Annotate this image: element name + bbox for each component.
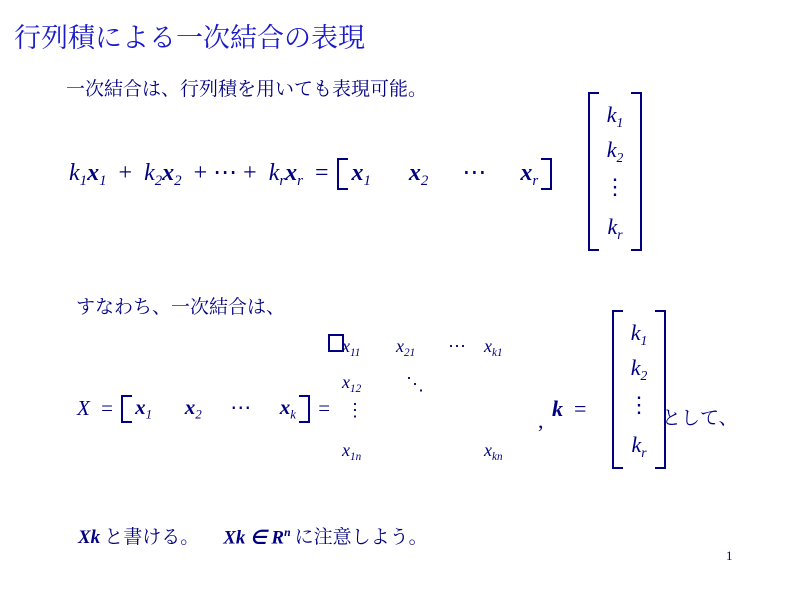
- equation-linear-combination: [66, 158, 552, 190]
- vec1-vdots: ⋮: [604, 173, 626, 199]
- eq2-matrix: [328, 334, 503, 464]
- eq2-row-vector: $x_1$ $x_2$ ⋯ $x_k$: [135, 395, 296, 422]
- matrix-x11: $x_{11}$: [342, 336, 361, 360]
- vec1-kr: $k_r$: [607, 213, 623, 242]
- k-equals-sign: =: [568, 396, 592, 421]
- vec2-k2: $k_2$: [630, 354, 648, 383]
- matrix-xkn: $x_{kn}$: [484, 440, 503, 464]
- matrix-x1n: $x_{1n}$: [342, 440, 362, 464]
- page-title: 行列積による一次結合の表現: [14, 23, 365, 54]
- eq2-k-equals: [552, 396, 592, 422]
- matrix-x12: $x_{12}$: [342, 372, 362, 396]
- k-label: k: [552, 396, 563, 421]
- bottom-xk-in: Xk ∈ $R^n$: [223, 525, 291, 548]
- vec1-k1: $k_1$: [606, 102, 624, 130]
- intro-text: 一次結合は、行列積を用いても表現可能。: [66, 78, 428, 100]
- vec1-k2: $k_2$: [606, 136, 624, 165]
- eq1-column-vector: [588, 92, 642, 251]
- matrix-hdots: ⋯: [448, 336, 466, 357]
- matrix-xk1: $x_{k1}$: [484, 336, 503, 360]
- namely-text: すなわち、一次結合は、: [76, 296, 286, 318]
- bottom-xk-in-sup: n: [284, 525, 291, 539]
- matrix-x21: $x_{21}$: [396, 336, 416, 360]
- equation-matrix-def: [74, 395, 338, 423]
- eq2-equals: =: [95, 396, 119, 421]
- bottom-line: [78, 522, 428, 549]
- matrix-vdots: ⋮: [346, 400, 364, 421]
- page-number: 1: [726, 548, 733, 563]
- matrix-ddots: ⋱: [406, 374, 426, 395]
- eq1-row-vector: $x_1$ $x_2$ ⋯ $x_r$: [351, 160, 539, 190]
- eq1-lhs: $k_1x_1 + k_2x_2$ + ⋯ + $k_rx_r$ =: [69, 160, 335, 190]
- eq2-equals2: =: [312, 396, 336, 421]
- eq2-column-vector: [612, 310, 666, 469]
- bottom-note: に注意しよう。: [294, 526, 428, 548]
- bottom-write: と書ける。: [104, 526, 200, 548]
- bottom-xk: Xk: [78, 527, 101, 548]
- eq1-row-vector-bracket: [337, 158, 552, 190]
- toshite-text: として、: [662, 407, 738, 429]
- eq2-X-label: X: [77, 396, 90, 421]
- vec2-vdots: ⋮: [628, 391, 650, 417]
- eq2-comma: ,: [538, 408, 544, 433]
- vec2-k1: $k_1$: [630, 320, 648, 348]
- vec2-kr: $k_r$: [631, 431, 647, 460]
- eq2-row-vector-bracket: [121, 395, 310, 423]
